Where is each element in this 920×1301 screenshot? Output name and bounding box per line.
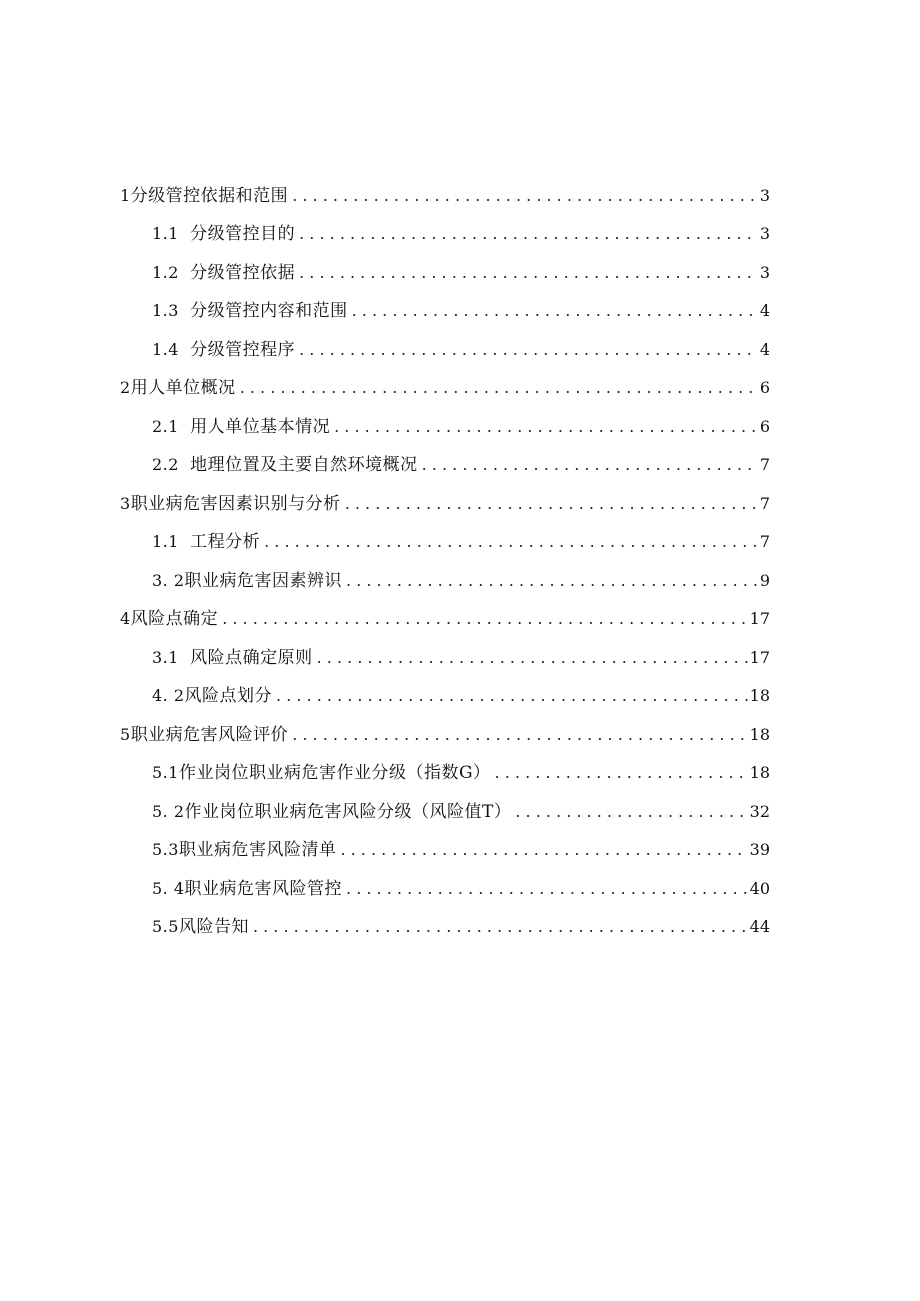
- dot-leader: [317, 648, 748, 667]
- toc-entry-number: 5.5: [152, 917, 179, 937]
- toc-entry-5-2[interactable]: [0, 790, 920, 829]
- toc-entry-page: 17: [749, 647, 770, 667]
- toc-entry-title: 职业病危害风险评价: [130, 724, 289, 745]
- toc-entry-page: 3: [759, 262, 770, 282]
- toc-entry-title: 职业病危害风险清单: [178, 840, 337, 861]
- dot-leader: [346, 571, 758, 590]
- toc-entry-number: 1.1: [152, 224, 191, 244]
- toc-entry-2-2[interactable]: [0, 444, 920, 483]
- toc-entry-number: 5. 4: [152, 878, 185, 898]
- toc-entry-page: 18: [749, 763, 770, 783]
- toc-entry-5-1[interactable]: [0, 752, 920, 791]
- toc-entry-page: 9: [759, 570, 770, 590]
- toc-entry-number: 2.1: [152, 416, 191, 436]
- toc-entry-title: 地理位置及主要自然环境概况: [190, 455, 418, 476]
- toc-entry-number: 3.1: [152, 647, 191, 667]
- toc-entry-title: 分级管控依据: [190, 262, 296, 283]
- toc-entry-title: 风险点确定原则: [190, 647, 313, 668]
- dot-leader: [352, 301, 758, 320]
- toc-entry-number: 2.2: [152, 455, 191, 475]
- dot-leader: [495, 763, 748, 782]
- toc-entry-page: 44: [749, 917, 770, 937]
- toc-entry-5[interactable]: [0, 713, 920, 752]
- toc-entry-page: 39: [749, 840, 770, 860]
- dot-leader: [299, 224, 758, 243]
- toc-entry-1-3[interactable]: [0, 290, 920, 329]
- toc-entry-number: 1.1: [152, 532, 191, 552]
- toc-entry-title: 风险点确定: [130, 609, 219, 630]
- toc-entry-title: 工程分析: [190, 532, 261, 553]
- toc-entry-3[interactable]: [0, 482, 920, 521]
- toc-entry-page: 18: [749, 686, 770, 706]
- toc-entry-4-2[interactable]: [0, 675, 920, 714]
- dot-leader: [240, 378, 758, 397]
- toc-entry-number: 5.3: [152, 840, 179, 860]
- toc-entry-page: 7: [759, 455, 770, 475]
- toc-entry-title: 职业病危害风险管控: [184, 878, 343, 899]
- toc-entry-number: 4: [120, 609, 131, 629]
- dot-leader: [292, 186, 758, 205]
- toc-entry-1-1[interactable]: [0, 213, 920, 252]
- toc-entry-number: 5. 2: [152, 801, 185, 821]
- dot-leader: [276, 686, 748, 705]
- dot-leader: [334, 417, 758, 436]
- toc-entry-number: 3: [120, 493, 131, 513]
- dot-leader: [345, 494, 758, 513]
- toc-entry-5-5[interactable]: [0, 906, 920, 945]
- toc-entry-2[interactable]: [0, 367, 920, 406]
- dot-leader: [299, 263, 758, 282]
- toc-entry-number: 3. 2: [152, 570, 185, 590]
- toc-entry-page: 3: [759, 185, 770, 205]
- toc-entry-5-3[interactable]: [0, 829, 920, 868]
- toc-entry-4[interactable]: [0, 598, 920, 637]
- toc-entry-title: 风险告知: [178, 917, 249, 938]
- toc-entry-page: 6: [759, 416, 770, 436]
- dot-leader: [515, 802, 747, 821]
- dot-leader: [222, 609, 747, 628]
- toc-entry-title: 用人单位基本情况: [190, 416, 331, 437]
- toc-entry-title: 用人单位概况: [130, 378, 236, 399]
- toc-entry-title: 分级管控内容和范围: [190, 301, 348, 322]
- toc-entry-page: 4: [759, 301, 770, 321]
- toc-entry-title: 职业病危害因素识别与分析: [130, 493, 341, 514]
- toc-entry-page: 6: [759, 378, 770, 398]
- dot-leader: [292, 725, 747, 744]
- toc-entry-title: 分级管控依据和范围: [130, 185, 289, 206]
- toc-entry-number: 1.4: [152, 339, 191, 359]
- toc-entry-page: 3: [759, 224, 770, 244]
- dot-leader: [346, 879, 748, 898]
- table-of-contents: [0, 174, 920, 944]
- dot-leader: [264, 532, 758, 551]
- toc-entry-title: 分级管控程序: [190, 339, 296, 360]
- toc-entry-page: 7: [759, 493, 770, 513]
- toc-entry-page: 18: [749, 724, 770, 744]
- toc-entry-2-1[interactable]: [0, 405, 920, 444]
- toc-entry-page: 40: [749, 878, 770, 898]
- toc-entry-1[interactable]: [0, 174, 920, 213]
- toc-entry-number: 4. 2: [152, 686, 185, 706]
- toc-entry-5-4[interactable]: [0, 867, 920, 906]
- dot-leader: [253, 917, 748, 936]
- toc-entry-title: 作业岗位职业病危害风险分级（风险值T）: [184, 801, 512, 822]
- dot-leader: [299, 340, 758, 359]
- toc-entry-1-4[interactable]: [0, 328, 920, 367]
- toc-entry-title: 作业岗位职业病危害作业分级（指数G）: [178, 763, 491, 784]
- toc-entry-1-2[interactable]: [0, 251, 920, 290]
- toc-entry-3-2[interactable]: [0, 559, 920, 598]
- dot-leader: [340, 840, 747, 859]
- toc-entry-title: 风险点划分: [184, 686, 273, 707]
- toc-entry-number: 1: [120, 185, 131, 205]
- toc-entry-number: 1.2: [152, 262, 191, 282]
- toc-entry-number: 5: [120, 724, 131, 744]
- toc-entry-page: 4: [759, 339, 770, 359]
- toc-entry-page: 32: [749, 801, 770, 821]
- toc-entry-title: 分级管控目的: [190, 224, 296, 245]
- dot-leader: [422, 455, 758, 474]
- toc-entry-number: 1.3: [152, 301, 191, 321]
- toc-entry-3-1[interactable]: [0, 521, 920, 560]
- toc-entry-title: 职业病危害因素辨识: [184, 570, 343, 591]
- toc-entry-page: 17: [749, 609, 770, 629]
- toc-entry-page: 7: [759, 532, 770, 552]
- toc-entry-number: 5.1: [152, 763, 179, 783]
- toc-entry-number: 2: [120, 378, 131, 398]
- toc-entry-4-1[interactable]: [0, 636, 920, 675]
